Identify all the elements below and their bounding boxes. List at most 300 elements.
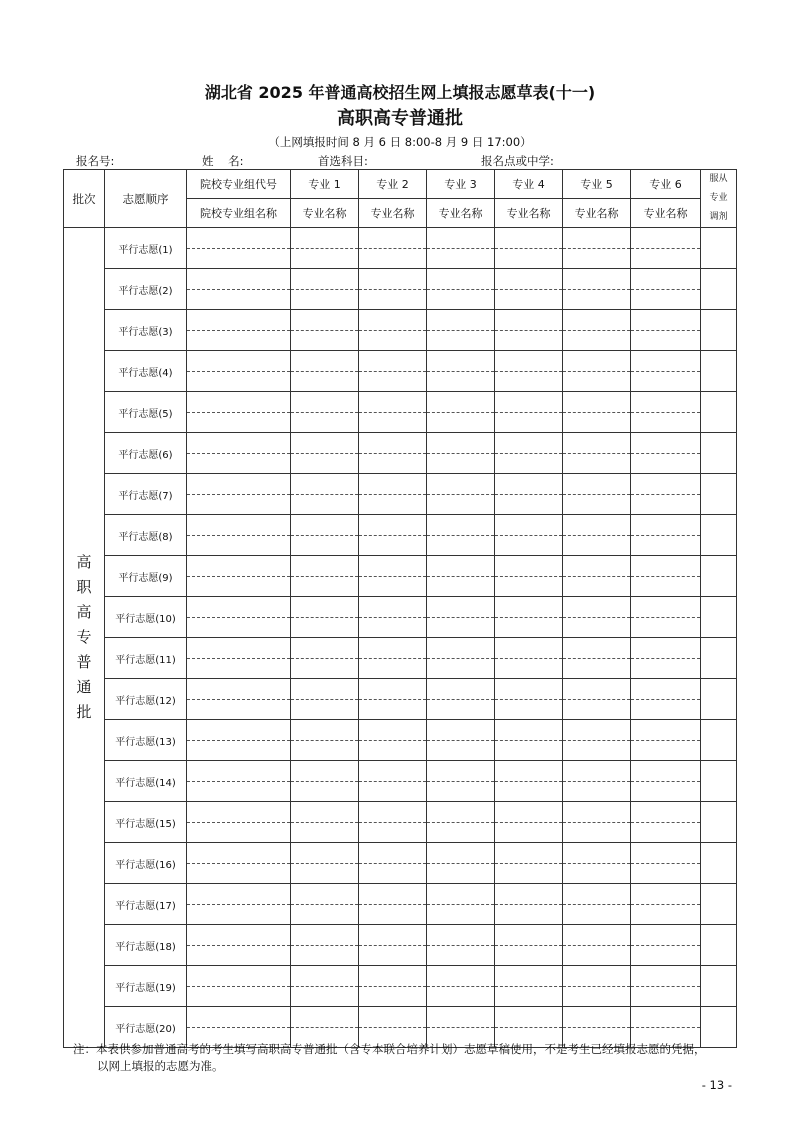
- major-2-entry-cell[interactable]: [359, 638, 427, 679]
- major-1-code-field[interactable]: [291, 1007, 358, 1028]
- major-5-name-field[interactable]: [563, 413, 630, 433]
- major-5-entry-cell[interactable]: [563, 228, 631, 269]
- major-5-entry-cell[interactable]: [563, 884, 631, 925]
- major-3-entry-cell[interactable]: [427, 884, 495, 925]
- major-2-name-field[interactable]: [359, 372, 426, 392]
- group-name-field[interactable]: [187, 577, 290, 597]
- major-3-code-field[interactable]: [427, 433, 494, 454]
- major-5-name-field[interactable]: [563, 905, 630, 925]
- major-3-name-field[interactable]: [427, 372, 494, 392]
- major-4-entry-cell[interactable]: [495, 884, 563, 925]
- major-4-name-field[interactable]: [495, 577, 562, 597]
- major-6-code-field[interactable]: [631, 392, 700, 413]
- major-1-name-field[interactable]: [291, 782, 358, 802]
- major-4-code-field[interactable]: [495, 474, 562, 495]
- group-name-field[interactable]: [187, 536, 290, 556]
- major-5-name-field[interactable]: [563, 823, 630, 843]
- major-4-code-field[interactable]: [495, 597, 562, 618]
- group-code-field[interactable]: [187, 843, 290, 864]
- major-1-entry-cell[interactable]: [291, 433, 359, 474]
- adjust-entry-cell[interactable]: [701, 802, 737, 843]
- group-entry-cell[interactable]: [187, 802, 291, 843]
- major-2-code-field[interactable]: [359, 802, 426, 823]
- group-entry-cell[interactable]: [187, 761, 291, 802]
- major-5-name-field[interactable]: [563, 618, 630, 638]
- group-entry-cell[interactable]: [187, 310, 291, 351]
- major-1-entry-cell[interactable]: [291, 310, 359, 351]
- major-1-entry-cell[interactable]: [291, 597, 359, 638]
- major-6-entry-cell[interactable]: [631, 269, 701, 310]
- group-entry-cell[interactable]: [187, 515, 291, 556]
- major-1-code-field[interactable]: [291, 802, 358, 823]
- major-2-entry-cell[interactable]: [359, 679, 427, 720]
- group-entry-cell[interactable]: [187, 433, 291, 474]
- major-6-code-field[interactable]: [631, 679, 700, 700]
- major-6-name-field[interactable]: [631, 946, 700, 966]
- major-6-name-field[interactable]: [631, 700, 700, 720]
- group-code-field[interactable]: [187, 638, 290, 659]
- major-3-entry-cell[interactable]: [427, 720, 495, 761]
- major-5-code-field[interactable]: [563, 556, 630, 577]
- adjust-entry-cell[interactable]: [701, 638, 737, 679]
- group-entry-cell[interactable]: [187, 925, 291, 966]
- group-name-field[interactable]: [187, 249, 290, 269]
- major-3-name-field[interactable]: [427, 946, 494, 966]
- major-6-name-field[interactable]: [631, 495, 700, 515]
- major-4-entry-cell[interactable]: [495, 720, 563, 761]
- major-5-name-field[interactable]: [563, 249, 630, 269]
- major-5-name-field[interactable]: [563, 987, 630, 1007]
- adjust-entry-cell[interactable]: [701, 925, 737, 966]
- major-4-entry-cell[interactable]: [495, 679, 563, 720]
- major-4-name-field[interactable]: [495, 946, 562, 966]
- major-2-entry-cell[interactable]: [359, 884, 427, 925]
- major-3-code-field[interactable]: [427, 843, 494, 864]
- major-4-code-field[interactable]: [495, 843, 562, 864]
- group-entry-cell[interactable]: [187, 638, 291, 679]
- major-3-entry-cell[interactable]: [427, 392, 495, 433]
- group-name-field[interactable]: [187, 700, 290, 720]
- major-1-entry-cell[interactable]: [291, 228, 359, 269]
- major-4-entry-cell[interactable]: [495, 269, 563, 310]
- major-6-entry-cell[interactable]: [631, 843, 701, 884]
- major-4-name-field[interactable]: [495, 659, 562, 679]
- major-3-entry-cell[interactable]: [427, 925, 495, 966]
- major-2-code-field[interactable]: [359, 269, 426, 290]
- major-3-name-field[interactable]: [427, 536, 494, 556]
- major-5-name-field[interactable]: [563, 741, 630, 761]
- group-name-field[interactable]: [187, 454, 290, 474]
- major-6-code-field[interactable]: [631, 556, 700, 577]
- major-3-entry-cell[interactable]: [427, 802, 495, 843]
- major-1-entry-cell[interactable]: [291, 351, 359, 392]
- major-5-entry-cell[interactable]: [563, 843, 631, 884]
- major-3-entry-cell[interactable]: [427, 515, 495, 556]
- major-1-entry-cell[interactable]: [291, 884, 359, 925]
- major-2-name-field[interactable]: [359, 741, 426, 761]
- major-5-code-field[interactable]: [563, 269, 630, 290]
- group-code-field[interactable]: [187, 761, 290, 782]
- major-5-name-field[interactable]: [563, 372, 630, 392]
- major-3-name-field[interactable]: [427, 782, 494, 802]
- major-6-name-field[interactable]: [631, 249, 700, 269]
- major-3-code-field[interactable]: [427, 1007, 494, 1028]
- major-2-name-field[interactable]: [359, 823, 426, 843]
- major-2-name-field[interactable]: [359, 331, 426, 351]
- major-3-code-field[interactable]: [427, 679, 494, 700]
- major-1-code-field[interactable]: [291, 925, 358, 946]
- major-3-entry-cell[interactable]: [427, 310, 495, 351]
- major-1-code-field[interactable]: [291, 679, 358, 700]
- major-6-entry-cell[interactable]: [631, 228, 701, 269]
- major-1-code-field[interactable]: [291, 433, 358, 454]
- group-entry-cell[interactable]: [187, 228, 291, 269]
- major-1-name-field[interactable]: [291, 577, 358, 597]
- major-6-name-field[interactable]: [631, 905, 700, 925]
- major-5-entry-cell[interactable]: [563, 966, 631, 1007]
- major-6-entry-cell[interactable]: [631, 802, 701, 843]
- major-6-entry-cell[interactable]: [631, 966, 701, 1007]
- major-1-entry-cell[interactable]: [291, 679, 359, 720]
- major-3-code-field[interactable]: [427, 761, 494, 782]
- major-2-entry-cell[interactable]: [359, 802, 427, 843]
- group-name-field[interactable]: [187, 372, 290, 392]
- major-5-entry-cell[interactable]: [563, 351, 631, 392]
- major-4-name-field[interactable]: [495, 864, 562, 884]
- major-1-name-field[interactable]: [291, 618, 358, 638]
- major-1-entry-cell[interactable]: [291, 966, 359, 1007]
- major-5-entry-cell[interactable]: [563, 638, 631, 679]
- major-1-code-field[interactable]: [291, 884, 358, 905]
- major-4-entry-cell[interactable]: [495, 802, 563, 843]
- major-4-name-field[interactable]: [495, 495, 562, 515]
- major-6-code-field[interactable]: [631, 802, 700, 823]
- major-1-name-field[interactable]: [291, 864, 358, 884]
- major-6-code-field[interactable]: [631, 474, 700, 495]
- major-4-code-field[interactable]: [495, 884, 562, 905]
- major-4-name-field[interactable]: [495, 782, 562, 802]
- major-2-code-field[interactable]: [359, 392, 426, 413]
- adjust-entry-cell[interactable]: [701, 351, 737, 392]
- major-1-entry-cell[interactable]: [291, 269, 359, 310]
- major-2-code-field[interactable]: [359, 884, 426, 905]
- major-5-entry-cell[interactable]: [563, 556, 631, 597]
- major-3-code-field[interactable]: [427, 556, 494, 577]
- group-entry-cell[interactable]: [187, 392, 291, 433]
- major-4-code-field[interactable]: [495, 925, 562, 946]
- adjust-entry-cell[interactable]: [701, 679, 737, 720]
- major-3-entry-cell[interactable]: [427, 556, 495, 597]
- major-6-name-field[interactable]: [631, 331, 700, 351]
- group-name-field[interactable]: [187, 864, 290, 884]
- major-2-name-field[interactable]: [359, 577, 426, 597]
- group-code-field[interactable]: [187, 310, 290, 331]
- major-3-code-field[interactable]: [427, 474, 494, 495]
- major-4-name-field[interactable]: [495, 700, 562, 720]
- major-6-name-field[interactable]: [631, 823, 700, 843]
- group-entry-cell[interactable]: [187, 556, 291, 597]
- major-1-name-field[interactable]: [291, 905, 358, 925]
- major-1-entry-cell[interactable]: [291, 392, 359, 433]
- major-6-entry-cell[interactable]: [631, 310, 701, 351]
- major-4-entry-cell[interactable]: [495, 351, 563, 392]
- group-name-field[interactable]: [187, 290, 290, 310]
- group-name-field[interactable]: [187, 905, 290, 925]
- major-5-code-field[interactable]: [563, 720, 630, 741]
- major-1-entry-cell[interactable]: [291, 925, 359, 966]
- group-name-field[interactable]: [187, 782, 290, 802]
- adjust-entry-cell[interactable]: [701, 515, 737, 556]
- major-1-code-field[interactable]: [291, 843, 358, 864]
- major-6-code-field[interactable]: [631, 638, 700, 659]
- major-6-code-field[interactable]: [631, 843, 700, 864]
- major-2-name-field[interactable]: [359, 454, 426, 474]
- major-2-entry-cell[interactable]: [359, 925, 427, 966]
- major-3-name-field[interactable]: [427, 864, 494, 884]
- major-6-entry-cell[interactable]: [631, 515, 701, 556]
- major-4-entry-cell[interactable]: [495, 925, 563, 966]
- major-2-entry-cell[interactable]: [359, 761, 427, 802]
- major-6-code-field[interactable]: [631, 433, 700, 454]
- major-1-name-field[interactable]: [291, 413, 358, 433]
- major-3-entry-cell[interactable]: [427, 761, 495, 802]
- major-2-code-field[interactable]: [359, 925, 426, 946]
- group-name-field[interactable]: [187, 946, 290, 966]
- group-name-field[interactable]: [187, 987, 290, 1007]
- major-1-name-field[interactable]: [291, 331, 358, 351]
- group-name-field[interactable]: [187, 741, 290, 761]
- major-6-code-field[interactable]: [631, 310, 700, 331]
- major-2-code-field[interactable]: [359, 761, 426, 782]
- group-entry-cell[interactable]: [187, 269, 291, 310]
- group-code-field[interactable]: [187, 802, 290, 823]
- major-1-entry-cell[interactable]: [291, 843, 359, 884]
- major-1-name-field[interactable]: [291, 659, 358, 679]
- major-2-entry-cell[interactable]: [359, 556, 427, 597]
- major-2-name-field[interactable]: [359, 864, 426, 884]
- group-code-field[interactable]: [187, 515, 290, 536]
- major-4-name-field[interactable]: [495, 536, 562, 556]
- major-6-code-field[interactable]: [631, 1007, 700, 1028]
- major-3-code-field[interactable]: [427, 351, 494, 372]
- major-5-entry-cell[interactable]: [563, 679, 631, 720]
- major-5-code-field[interactable]: [563, 310, 630, 331]
- major-2-code-field[interactable]: [359, 433, 426, 454]
- major-6-code-field[interactable]: [631, 761, 700, 782]
- major-2-entry-cell[interactable]: [359, 433, 427, 474]
- major-2-name-field[interactable]: [359, 659, 426, 679]
- major-3-code-field[interactable]: [427, 392, 494, 413]
- major-6-name-field[interactable]: [631, 864, 700, 884]
- major-6-entry-cell[interactable]: [631, 351, 701, 392]
- major-2-name-field[interactable]: [359, 946, 426, 966]
- major-1-name-field[interactable]: [291, 372, 358, 392]
- major-3-name-field[interactable]: [427, 700, 494, 720]
- adjust-entry-cell[interactable]: [701, 884, 737, 925]
- group-code-field[interactable]: [187, 679, 290, 700]
- major-6-name-field[interactable]: [631, 454, 700, 474]
- major-2-name-field[interactable]: [359, 290, 426, 310]
- major-1-code-field[interactable]: [291, 638, 358, 659]
- major-2-name-field[interactable]: [359, 700, 426, 720]
- major-3-code-field[interactable]: [427, 925, 494, 946]
- major-5-name-field[interactable]: [563, 290, 630, 310]
- major-1-code-field[interactable]: [291, 597, 358, 618]
- major-2-entry-cell[interactable]: [359, 843, 427, 884]
- major-6-entry-cell[interactable]: [631, 556, 701, 597]
- major-5-code-field[interactable]: [563, 925, 630, 946]
- major-6-entry-cell[interactable]: [631, 474, 701, 515]
- group-code-field[interactable]: [187, 720, 290, 741]
- major-6-name-field[interactable]: [631, 987, 700, 1007]
- major-1-entry-cell[interactable]: [291, 720, 359, 761]
- major-4-entry-cell[interactable]: [495, 310, 563, 351]
- major-5-code-field[interactable]: [563, 433, 630, 454]
- major-4-code-field[interactable]: [495, 1007, 562, 1028]
- major-1-name-field[interactable]: [291, 823, 358, 843]
- group-entry-cell[interactable]: [187, 679, 291, 720]
- major-4-name-field[interactable]: [495, 823, 562, 843]
- major-5-name-field[interactable]: [563, 864, 630, 884]
- major-1-name-field[interactable]: [291, 249, 358, 269]
- major-5-code-field[interactable]: [563, 638, 630, 659]
- major-5-name-field[interactable]: [563, 454, 630, 474]
- major-6-entry-cell[interactable]: [631, 433, 701, 474]
- major-4-code-field[interactable]: [495, 556, 562, 577]
- major-6-entry-cell[interactable]: [631, 679, 701, 720]
- major-5-name-field[interactable]: [563, 536, 630, 556]
- group-entry-cell[interactable]: [187, 720, 291, 761]
- major-2-name-field[interactable]: [359, 782, 426, 802]
- major-3-name-field[interactable]: [427, 290, 494, 310]
- major-3-code-field[interactable]: [427, 515, 494, 536]
- adjust-entry-cell[interactable]: [701, 966, 737, 1007]
- major-2-code-field[interactable]: [359, 228, 426, 249]
- major-3-code-field[interactable]: [427, 966, 494, 987]
- major-3-name-field[interactable]: [427, 659, 494, 679]
- major-4-entry-cell[interactable]: [495, 474, 563, 515]
- major-3-name-field[interactable]: [427, 249, 494, 269]
- adjust-entry-cell[interactable]: [701, 433, 737, 474]
- major-4-code-field[interactable]: [495, 966, 562, 987]
- major-1-code-field[interactable]: [291, 269, 358, 290]
- major-5-entry-cell[interactable]: [563, 310, 631, 351]
- adjust-entry-cell[interactable]: [701, 310, 737, 351]
- major-5-code-field[interactable]: [563, 884, 630, 905]
- major-2-code-field[interactable]: [359, 843, 426, 864]
- major-1-entry-cell[interactable]: [291, 474, 359, 515]
- major-5-code-field[interactable]: [563, 597, 630, 618]
- major-5-name-field[interactable]: [563, 577, 630, 597]
- major-5-entry-cell[interactable]: [563, 720, 631, 761]
- major-3-entry-cell[interactable]: [427, 433, 495, 474]
- major-4-code-field[interactable]: [495, 351, 562, 372]
- major-3-entry-cell[interactable]: [427, 474, 495, 515]
- major-3-name-field[interactable]: [427, 987, 494, 1007]
- major-3-entry-cell[interactable]: [427, 269, 495, 310]
- major-5-entry-cell[interactable]: [563, 761, 631, 802]
- group-name-field[interactable]: [187, 823, 290, 843]
- major-1-name-field[interactable]: [291, 946, 358, 966]
- major-6-code-field[interactable]: [631, 884, 700, 905]
- major-4-name-field[interactable]: [495, 741, 562, 761]
- major-3-entry-cell[interactable]: [427, 843, 495, 884]
- adjust-entry-cell[interactable]: [701, 228, 737, 269]
- major-5-entry-cell[interactable]: [563, 269, 631, 310]
- adjust-entry-cell[interactable]: [701, 392, 737, 433]
- major-2-code-field[interactable]: [359, 679, 426, 700]
- group-code-field[interactable]: [187, 1007, 290, 1028]
- major-1-code-field[interactable]: [291, 556, 358, 577]
- major-6-entry-cell[interactable]: [631, 597, 701, 638]
- major-5-code-field[interactable]: [563, 474, 630, 495]
- group-code-field[interactable]: [187, 556, 290, 577]
- group-code-field[interactable]: [187, 966, 290, 987]
- major-6-name-field[interactable]: [631, 413, 700, 433]
- major-5-code-field[interactable]: [563, 843, 630, 864]
- major-6-name-field[interactable]: [631, 536, 700, 556]
- major-1-code-field[interactable]: [291, 474, 358, 495]
- major-3-code-field[interactable]: [427, 269, 494, 290]
- major-5-entry-cell[interactable]: [563, 474, 631, 515]
- major-4-entry-cell[interactable]: [495, 843, 563, 884]
- major-2-name-field[interactable]: [359, 249, 426, 269]
- major-4-entry-cell[interactable]: [495, 556, 563, 597]
- major-4-entry-cell[interactable]: [495, 433, 563, 474]
- major-6-name-field[interactable]: [631, 782, 700, 802]
- major-5-code-field[interactable]: [563, 392, 630, 413]
- major-6-name-field[interactable]: [631, 372, 700, 392]
- major-3-entry-cell[interactable]: [427, 638, 495, 679]
- major-3-name-field[interactable]: [427, 823, 494, 843]
- major-5-name-field[interactable]: [563, 495, 630, 515]
- major-4-name-field[interactable]: [495, 249, 562, 269]
- major-4-entry-cell[interactable]: [495, 638, 563, 679]
- group-name-field[interactable]: [187, 659, 290, 679]
- major-3-name-field[interactable]: [427, 905, 494, 925]
- major-3-code-field[interactable]: [427, 638, 494, 659]
- major-2-entry-cell[interactable]: [359, 966, 427, 1007]
- major-2-entry-cell[interactable]: [359, 597, 427, 638]
- major-2-code-field[interactable]: [359, 556, 426, 577]
- major-4-entry-cell[interactable]: [495, 228, 563, 269]
- major-6-name-field[interactable]: [631, 290, 700, 310]
- major-2-entry-cell[interactable]: [359, 310, 427, 351]
- major-5-code-field[interactable]: [563, 761, 630, 782]
- group-entry-cell[interactable]: [187, 966, 291, 1007]
- major-6-code-field[interactable]: [631, 351, 700, 372]
- major-3-name-field[interactable]: [427, 413, 494, 433]
- major-4-code-field[interactable]: [495, 515, 562, 536]
- group-code-field[interactable]: [187, 228, 290, 249]
- group-entry-cell[interactable]: [187, 474, 291, 515]
- major-4-name-field[interactable]: [495, 905, 562, 925]
- major-4-name-field[interactable]: [495, 372, 562, 392]
- major-4-code-field[interactable]: [495, 679, 562, 700]
- major-2-entry-cell[interactable]: [359, 515, 427, 556]
- major-5-code-field[interactable]: [563, 802, 630, 823]
- group-code-field[interactable]: [187, 269, 290, 290]
- major-6-entry-cell[interactable]: [631, 638, 701, 679]
- major-4-code-field[interactable]: [495, 433, 562, 454]
- major-1-name-field[interactable]: [291, 536, 358, 556]
- major-4-code-field[interactable]: [495, 720, 562, 741]
- major-2-name-field[interactable]: [359, 987, 426, 1007]
- major-4-code-field[interactable]: [495, 802, 562, 823]
- group-entry-cell[interactable]: [187, 843, 291, 884]
- major-3-code-field[interactable]: [427, 228, 494, 249]
- major-5-entry-cell[interactable]: [563, 597, 631, 638]
